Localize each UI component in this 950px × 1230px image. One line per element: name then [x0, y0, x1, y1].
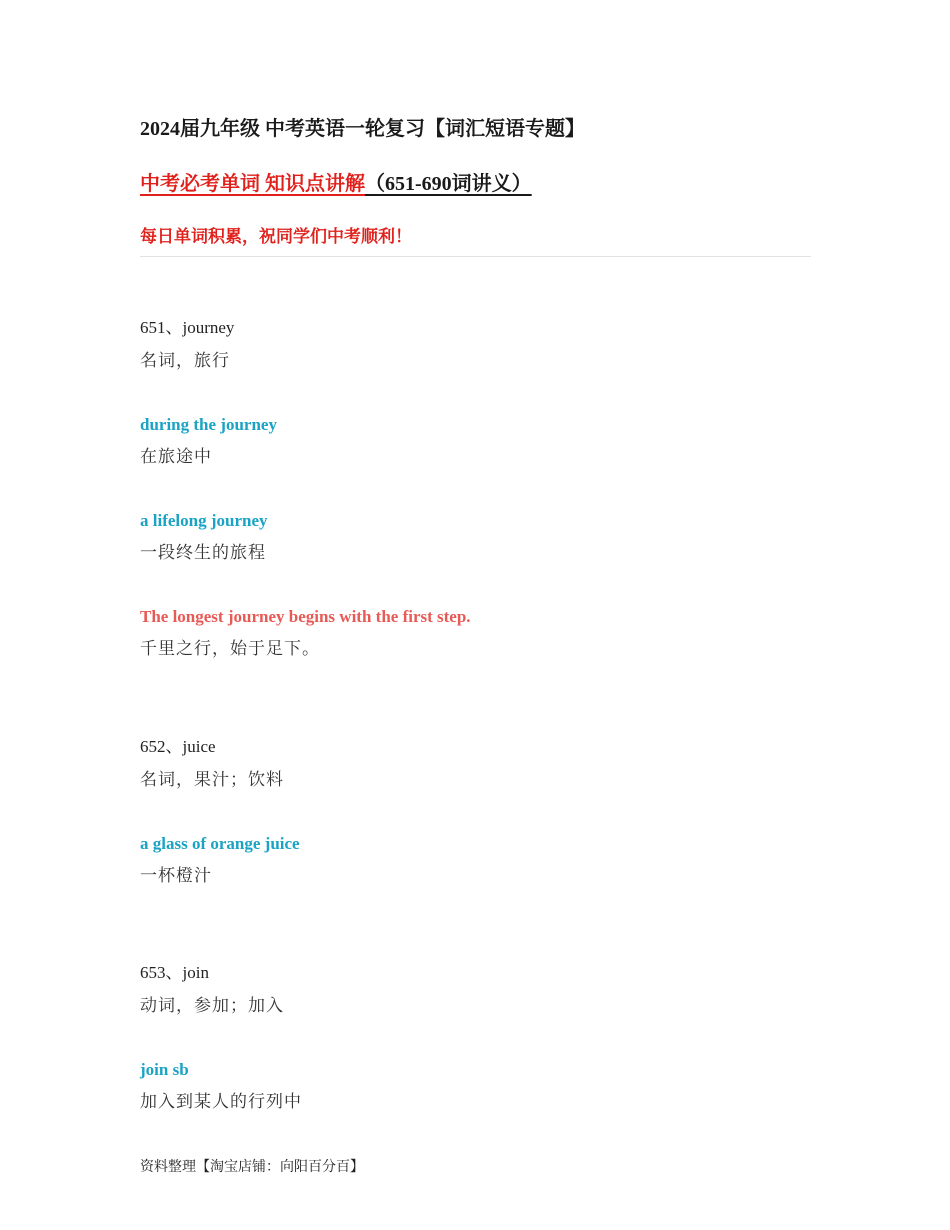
phrase-zh: 加入到某人的行列中 — [140, 1092, 302, 1111]
example-sentence-en: The longest journey begins with the first step. — [140, 607, 471, 626]
header-divider — [140, 256, 811, 257]
phrase-en: join sb — [140, 1060, 189, 1079]
entry-meaning-651: 名词，旅行 — [140, 351, 230, 370]
phrase-en: during the journey — [140, 415, 277, 434]
phrase-en: a glass of orange juice — [140, 834, 300, 853]
document-subtitle — [140, 167, 532, 196]
phrase-zh: 一杯橙汁 — [140, 866, 212, 885]
subtitle-topic: 中考必考单词 知识点讲解 — [140, 173, 365, 195]
entry-word-651: 651、journey — [140, 318, 235, 337]
phrase-zh: 一段终生的旅程 — [140, 543, 266, 562]
example-sentence-zh: 千里之行，始于足下。 — [140, 639, 320, 658]
entry-word-653: 653、join — [140, 963, 209, 982]
subtitle-range: （651-690词讲义） — [365, 173, 532, 195]
entry-meaning-653: 动词，参加；加入 — [140, 996, 284, 1015]
document-title: 2024届九年级 中考英语一轮复习【词汇短语专题】 — [140, 118, 585, 140]
phrase-en: a lifelong journey — [140, 511, 268, 530]
page-footer: 资料整理【淘宝店铺：向阳百分百】 — [140, 1159, 364, 1175]
entry-meaning-652: 名词，果汁；饮料 — [140, 770, 284, 789]
entry-word-652: 652、juice — [140, 737, 216, 756]
phrase-zh: 在旅途中 — [140, 447, 212, 466]
daily-slogan: 每日单词积累，祝同学们中考顺利！ — [140, 227, 412, 246]
